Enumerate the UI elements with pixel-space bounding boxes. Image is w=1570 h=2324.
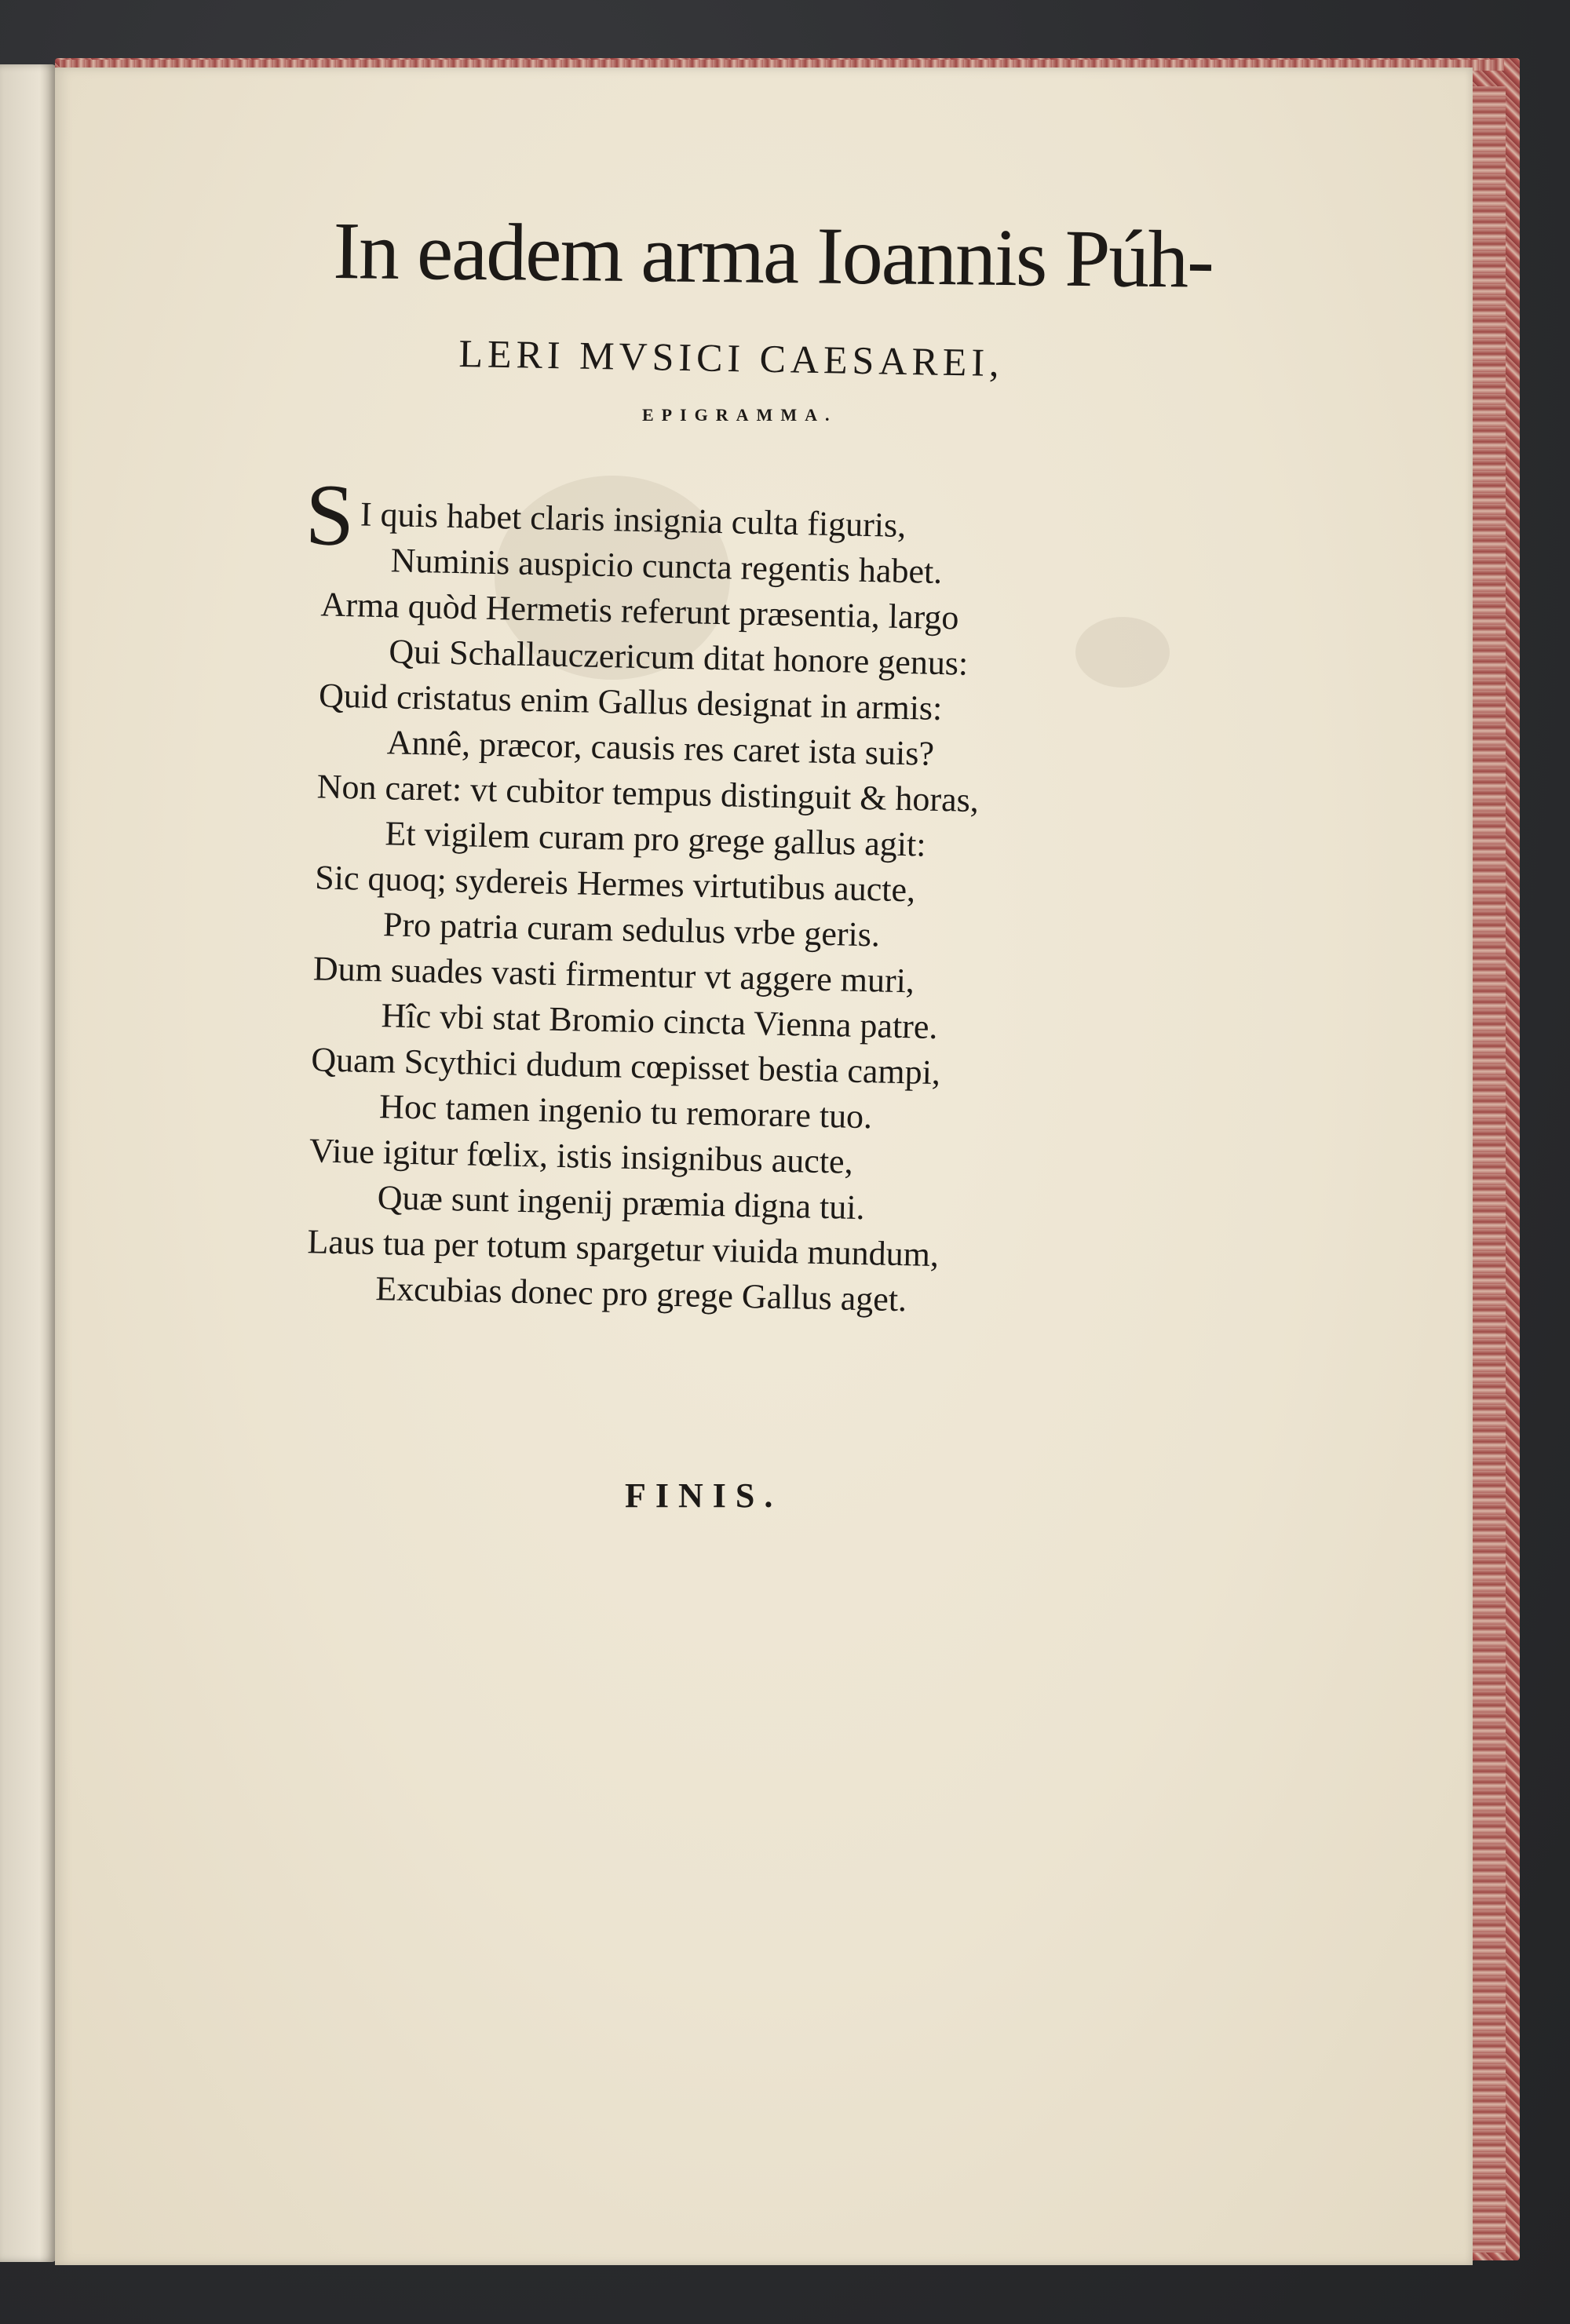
poem-line: Quid cristatus enim Gallus designat in armis: <box>318 676 943 728</box>
poem-line: Sic quoq; sydereis Hermes virtutibus aucte, <box>314 858 916 910</box>
poem-line: Annê, præcor, causis res caret ista suis? <box>386 723 935 773</box>
poem-line: Dum suades vasti firmentur vt aggere muri, <box>312 949 915 1001</box>
finis-heading: FINIS. <box>625 1476 783 1515</box>
poem-line: I quis habet claris insignia culta figuris, <box>360 494 907 545</box>
poem-line: Numinis auspicio cuncta regentis habet. <box>390 541 943 591</box>
poem-line: Hoc tamen ingenio tu remorare tuo. <box>378 1087 873 1136</box>
page-right-edge <box>1473 86 1506 2253</box>
poem-line: Arma quòd Hermetis referunt præsentia, largo <box>320 585 959 637</box>
poem-line: Quæ sunt ingenij præmia digna tui. <box>377 1178 866 1228</box>
paper-stain <box>1075 617 1170 688</box>
poem-line: Laus tua per totum spargetur viuida mundum, <box>307 1222 940 1275</box>
page-subtitle: LERI MVSICI CAESAREI, <box>458 331 1005 385</box>
page-title: In eadem arma Ioannis Púh- <box>332 206 1214 305</box>
poem-line: Et vigilem curam pro grege gallus agit: <box>385 814 927 864</box>
epigram-heading: EPIGRAMMA. <box>642 405 838 425</box>
poem-line: Quam Scythici dudum cœpisset bestia campi, <box>310 1040 941 1093</box>
drop-cap: S <box>304 466 356 565</box>
facing-page-edge <box>0 64 57 2262</box>
poem-line: Pro patria curam sedulus vrbe geris. <box>382 905 881 954</box>
poem-line: Qui Schallauczericum ditat honore genus: <box>388 632 969 683</box>
poem-line: Viue igitur fœlix, istis insignibus aucte, <box>309 1131 854 1181</box>
poem-line: Excubias donec pro grege Gallus aget. <box>374 1269 907 1319</box>
poem-line: Non caret: vt cubitor tempus distinguit & horas, <box>316 767 980 820</box>
poem-line: Hîc vbi stat Bromio cincta Vienna patre. <box>381 996 938 1046</box>
